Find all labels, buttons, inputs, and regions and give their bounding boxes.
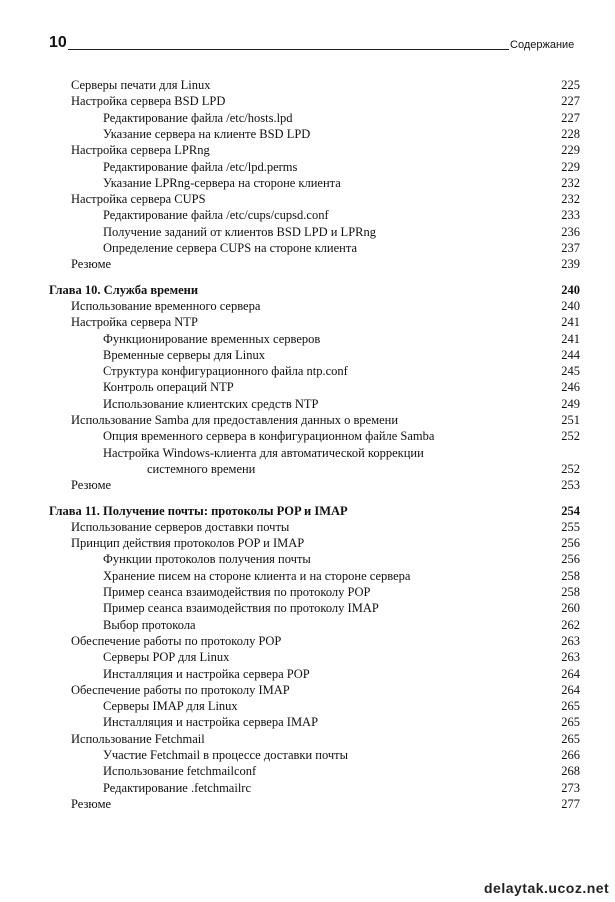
toc-entry-page: 227	[561, 110, 580, 125]
toc-entry-page: 229	[561, 159, 580, 174]
toc-entry	[0, 731, 615, 747]
toc-entry-title: Настройка сервера LPRng	[71, 143, 210, 158]
toc-entry-page: 273	[561, 780, 580, 795]
toc-entry-title: Опция временного сервера в конфигурационном файле Samba	[103, 429, 435, 444]
toc-entry	[0, 159, 615, 175]
toc-entry-title: Пример сеанса взаимодействия по протоколу POP	[103, 585, 371, 599]
toc-entry-page: 232	[561, 175, 580, 190]
toc-entry	[0, 714, 615, 730]
toc-entry-page: 252	[561, 461, 580, 476]
toc-entry-page: 227	[561, 94, 580, 109]
toc-entry-title: Резюме	[71, 478, 112, 493]
toc-entry	[0, 445, 615, 461]
toc-entry-page: 241	[561, 331, 580, 346]
toc-entry-page: 249	[561, 396, 580, 411]
toc-entry-title: Контроль операций NTP	[103, 380, 234, 395]
toc-entry-page: 251	[561, 413, 580, 427]
toc-entry	[0, 191, 615, 207]
toc-entry-page: 236	[561, 224, 580, 239]
toc-entry	[0, 461, 615, 477]
page-number: 10	[49, 34, 67, 51]
toc-entry	[0, 379, 615, 395]
toc-entry-page: 225	[561, 78, 580, 92]
toc-entry-page: 245	[561, 364, 580, 379]
header-rule	[68, 49, 509, 50]
toc-entry	[0, 347, 615, 363]
toc-entry	[0, 314, 615, 330]
toc-entry-page: 252	[561, 429, 580, 444]
toc-entry	[0, 363, 615, 379]
toc-entry-title: Инсталляция и настройка сервера POP	[103, 666, 310, 681]
toc-entry	[0, 142, 615, 158]
toc-entry-title: системного времени	[147, 461, 256, 476]
toc-entry-title: Функции протоколов получения почты	[103, 552, 311, 567]
toc-entry-page: 258	[561, 585, 580, 599]
toc-entry-title: Редактирование .fetchmailrc	[103, 780, 252, 795]
toc-entry	[0, 519, 615, 535]
toc-entry	[0, 747, 615, 763]
toc-chapter	[0, 282, 615, 298]
toc-entry-title: Указание сервера на клиенте BSD LPD	[103, 126, 311, 141]
toc-entry-page: 229	[561, 143, 580, 158]
toc-entry-page: 265	[561, 715, 580, 730]
toc-entry-page: 239	[561, 257, 580, 272]
toc-entry-page: 264	[561, 682, 580, 697]
watermark: delaytak.ucoz.net	[484, 880, 610, 896]
toc-entry	[0, 477, 615, 493]
toc-entry	[0, 535, 615, 551]
toc-entry	[0, 584, 615, 600]
toc-entry-title: Структура конфигурационного файла ntp.conf	[103, 364, 348, 379]
toc-entry-page: 253	[561, 478, 580, 493]
toc-entry-title: Настройка сервера BSD LPD	[71, 94, 226, 109]
toc-chapter	[0, 503, 615, 519]
toc-entry-title: Резюме	[71, 257, 112, 272]
toc-entry	[0, 649, 615, 665]
toc-entry	[0, 207, 615, 223]
toc-entry	[0, 763, 615, 779]
toc-entry	[0, 780, 615, 796]
toc-entry	[0, 298, 615, 314]
toc-entry-title: Настройка Windows-клиента для автоматической коррекции	[103, 445, 424, 460]
toc-entry-title: Функционирование временных серверов	[103, 331, 321, 346]
toc-entry-title: Серверы POP для Linux	[103, 650, 230, 665]
toc-entry-page: 265	[561, 699, 580, 714]
toc-entry-title: Принцип действия протоколов POP и IMAP	[71, 536, 305, 551]
toc-entry-page: 268	[561, 764, 580, 779]
toc-entry	[0, 175, 615, 191]
toc-entry-title: Использование серверов доставки почты	[71, 519, 290, 534]
toc-entry-page: 237	[561, 241, 580, 255]
toc-entry-page: 254	[561, 503, 580, 518]
toc-entry-title: Получение заданий от клиентов BSD LPD и LPRng	[103, 224, 376, 239]
toc-entry	[0, 617, 615, 633]
toc-entry-page: 256	[561, 552, 580, 567]
toc-entry-title: Настройка сервера CUPS	[71, 192, 206, 207]
toc-entry	[0, 412, 615, 428]
toc-entry-title: Настройка сервера NTP	[71, 315, 198, 330]
toc-entry-page: 266	[561, 748, 580, 762]
toc-entry	[0, 256, 615, 272]
toc-entry-title: Глава 10. Служба времени	[49, 282, 199, 297]
toc-entry	[0, 600, 615, 616]
toc-entry-page: 262	[561, 617, 580, 632]
toc-entry-title: Обеспечение работы по протоколу POP	[71, 633, 282, 648]
toc-entry-page: 260	[561, 601, 580, 616]
toc-entry	[0, 666, 615, 682]
toc-entry-page: 263	[561, 633, 580, 648]
toc-entry-title: Серверы печати для Linux	[71, 78, 211, 92]
toc-entry-page: 244	[561, 347, 580, 362]
toc-entry-title: Определение сервера CUPS на стороне клиента	[103, 241, 358, 255]
toc-entry-title: Серверы IMAP для Linux	[103, 699, 238, 714]
toc-entry-page: 241	[561, 315, 580, 330]
toc-entry	[0, 796, 615, 812]
toc-entry-title: Обеспечение работы по протоколу IMAP	[71, 682, 290, 697]
running-head: Содержание	[510, 39, 575, 51]
toc-entry-title: Резюме	[71, 796, 112, 811]
toc-entry	[0, 77, 615, 93]
toc-entry-page: 228	[561, 126, 580, 141]
toc-entry	[0, 126, 615, 142]
toc-entry	[0, 331, 615, 347]
toc-entry-title: Использование Samba для предоставления данных о времени	[71, 413, 399, 427]
toc-entry-title: Временные серверы для Linux	[103, 347, 266, 362]
toc-entry-title: Использование временного сервера	[71, 298, 261, 313]
toc-entry-title: Указание LPRng-сервера на стороне клиента	[103, 175, 341, 190]
toc-entry	[0, 633, 615, 649]
toc-entry-page: 265	[561, 731, 580, 746]
toc-entry-page: 255	[561, 519, 580, 534]
toc-entry-title: Использование fetchmailconf	[103, 764, 257, 779]
toc-entry-page: 277	[561, 796, 580, 811]
toc-entry	[0, 428, 615, 444]
toc-entry	[0, 110, 615, 126]
toc-entry	[0, 396, 615, 412]
toc-entry	[0, 224, 615, 240]
toc-entry-title: Выбор протокола	[103, 617, 196, 632]
toc-entry-title: Редактирование файла /etc/lpd.perms	[103, 159, 298, 174]
toc-entry-page: 240	[561, 298, 580, 313]
toc-entry	[0, 240, 615, 256]
toc-entry-title: Редактирование файла /etc/cups/cupsd.conf	[103, 208, 329, 223]
toc-entry-title: Пример сеанса взаимодействия по протоколу IMAP	[103, 601, 379, 616]
toc-entry-title: Использование Fetchmail	[71, 731, 205, 746]
toc-entry-title: Инсталляция и настройка сервера IMAP	[103, 715, 319, 730]
toc-entry-title: Редактирование файла /etc/hosts.lpd	[103, 110, 293, 125]
toc-entry	[0, 698, 615, 714]
toc-entry	[0, 568, 615, 584]
toc-entry	[0, 682, 615, 698]
toc-entry	[0, 551, 615, 567]
toc-entry-title: Хранение писем на стороне клиента и на стороне сервера	[103, 568, 411, 583]
toc-entry-title: Глава 11. Получение почты: протоколы POP и IMAP	[49, 503, 348, 518]
toc-entry-page: 256	[561, 536, 580, 551]
toc-entry-page: 240	[561, 282, 580, 297]
toc-entry-page: 232	[561, 192, 580, 207]
toc-entry-page: 264	[561, 666, 580, 681]
toc-entry-page: 233	[561, 208, 580, 223]
toc-entry-title: Участие Fetchmail в процессе доставки почты	[103, 748, 349, 762]
toc-entry-title: Использование клиентских средств NTP	[103, 396, 319, 411]
toc-entry	[0, 93, 615, 109]
toc-entry-page: 246	[561, 380, 580, 395]
toc-entry-page: 263	[561, 650, 580, 665]
toc-entry-page: 258	[561, 568, 580, 583]
